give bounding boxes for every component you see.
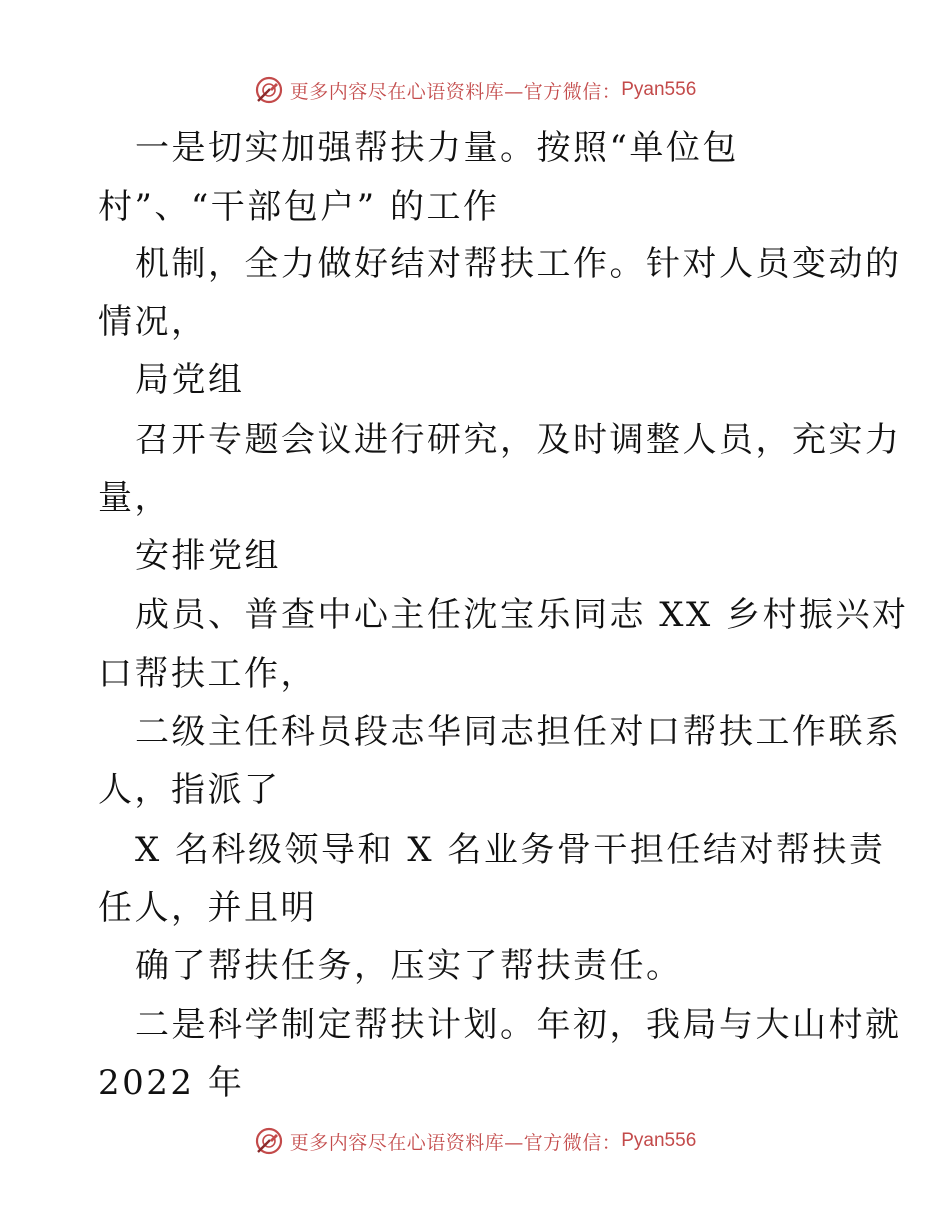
watermark-text: 更多内容尽在心语资料库—官方微信： [289,80,622,103]
body-line: 二级主任科员段志华同志担任对口帮扶工作联系 [135,712,902,752]
body-line: 机制，全力做好结对帮扶工作。针对人员变动的 [135,244,902,284]
body-line: 一是切实加强帮扶力量。按照“单位包 [135,128,739,168]
body-line: 情况， [98,302,208,342]
body-line: 村”、“干部包户” 的工作 [98,187,500,227]
watermark-wechat-id: Pyan556 [621,1130,697,1151]
body-line: X 名科级领导和 X 名业务骨干担任结对帮扶责 [135,830,886,870]
seal-logo-icon [254,1126,284,1156]
body-line: 安排党组 [135,536,281,576]
body-line: 局党组 [135,360,245,400]
body-line: 2022 年 [98,1063,245,1103]
body-line: 确了帮扶任务，压实了帮扶责任。 [135,946,683,986]
body-line: 成员、普查中心主任沈宝乐同志 XX 乡村振兴对 [135,595,909,635]
body-line: 量， [98,478,171,518]
body-line: 召开专题会议进行研究，及时调整人员，充实力 [135,420,902,460]
body-line: 人，指派了 [98,770,281,810]
body-line: 任人，并且明 [98,888,317,928]
footer-watermark [0,1121,950,1161]
body-line: 二是科学制定帮扶计划。年初，我局与大山村就 [135,1005,902,1045]
watermark-text: 更多内容尽在心语资料库—官方微信： [289,1131,622,1154]
body-line: 口帮扶工作， [98,654,317,694]
watermark-wechat-id: Pyan556 [621,79,697,100]
